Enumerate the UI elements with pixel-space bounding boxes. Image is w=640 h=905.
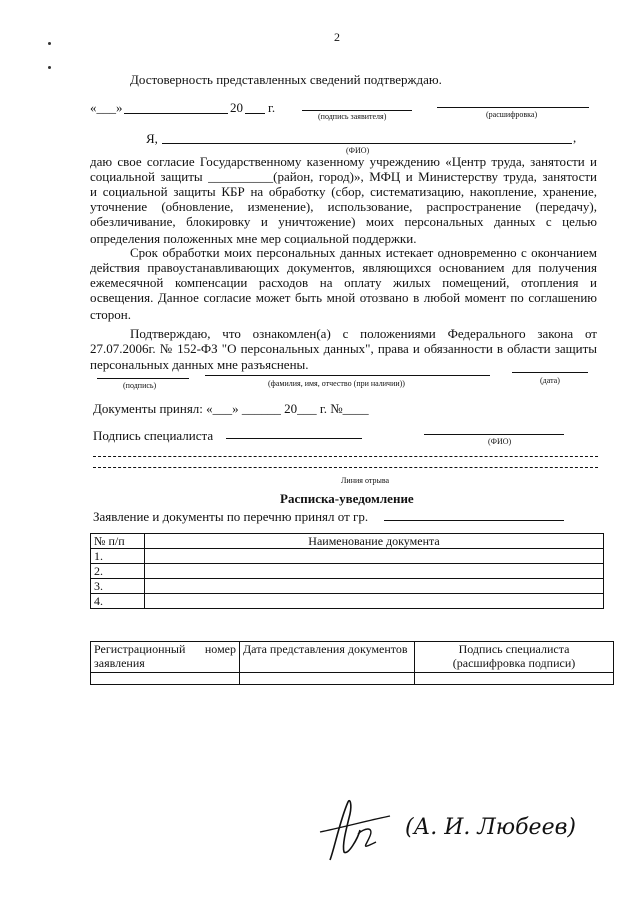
documents-table — [90, 533, 604, 609]
receipt-title: Расписка-уведомление — [280, 491, 414, 506]
reg-date-cell — [240, 673, 415, 685]
consent-line-3: и социальной защиты КБР на обработку (сбор, систематизацию, накопление, хранение, — [90, 184, 597, 199]
fio-line — [162, 143, 572, 144]
year-suffix: г. — [268, 100, 276, 115]
cut-dash-bottom — [93, 467, 598, 468]
consent-line-5: обезличивание, блокировку и уничтожение) моих персональных данных с целью — [90, 214, 597, 229]
specialist-signature-line — [226, 438, 362, 439]
applicant-signature-caption: (подпись заявителя) — [318, 112, 387, 121]
page-number: 2 — [334, 30, 340, 44]
receipt-from-line — [384, 520, 564, 521]
reg-signature-line-1: Подпись специалиста — [458, 642, 570, 656]
doc-row-name — [145, 564, 604, 579]
doc-row-name — [145, 594, 604, 609]
documents-accepted: Документы принял: «___» ______ 20___ г. №____ — [93, 401, 369, 416]
reg-date-header: Дата представления документов — [240, 642, 415, 673]
table-row — [91, 564, 604, 579]
reg-signature-line-2: (расшифровка подписи) — [452, 656, 576, 670]
reg-signature-header — [415, 642, 614, 673]
consent-line-6: определения положенных мне мер социальной поддержки. — [90, 231, 417, 246]
signature-handwritten-text: (А. И. Любеев) — [405, 815, 576, 840]
consent-signature-line — [97, 378, 189, 379]
decode-caption: (расшифровка) — [486, 110, 538, 119]
cut-dash-top — [93, 456, 598, 457]
ack-line-3: персональных данных мне разъяснены. — [90, 357, 309, 372]
registration-table — [90, 641, 614, 685]
term-line-4: освещения. Данное согласие может быть мной отозвано в любой момент по соглашению — [90, 290, 597, 305]
applicant-signature-line — [302, 110, 412, 111]
specialist-fio-line — [424, 434, 564, 435]
term-line-2: действия правоустанавливающих документов, являющихся основанием для получения — [90, 260, 597, 275]
specialist-signature-label: Подпись специалиста — [93, 428, 214, 443]
doc-row-num: 1. — [91, 549, 145, 564]
doc-row-num: 3. — [91, 579, 145, 594]
margin-mark — [48, 42, 51, 45]
date-month-line — [124, 113, 228, 114]
reg-number-header: Регистрационный номер заявления — [91, 642, 240, 673]
reg-signature-cell — [415, 673, 614, 685]
term-line-3: ежемесячной компенсации расходов на оплату жилых помещений, отопления и — [90, 275, 597, 290]
consent-line-2: социальной защиты __________(район, город)», МФЦ и Министерству труда, занятости — [90, 169, 597, 184]
consent-signature-caption: (подпись) — [123, 381, 157, 390]
ack-line-1: Подтверждаю, что ознакомлен(а) с положениями Федерального закона от — [130, 326, 597, 341]
consent-line-4: уточнение (обновление, изменение), использование, распространение (передачу), — [90, 199, 597, 214]
table-row — [91, 579, 604, 594]
table-row — [91, 673, 614, 685]
doc-row-num: 4. — [91, 594, 145, 609]
doc-row-name — [145, 579, 604, 594]
cut-line-caption: Линия отрыва — [341, 476, 390, 485]
doc-table-header-name: Наименование документа — [145, 534, 604, 549]
year-line — [245, 113, 265, 114]
fio-comma: , — [573, 130, 577, 145]
term-line-1: Срок обработки моих персональных данных истекает одновременно с окончанием — [130, 245, 597, 260]
confirm-text: Достоверность представленных сведений подтверждаю. — [130, 72, 442, 87]
consent-line-1: даю свое согласие Государственному казенному учреждению «Центр труда, занятости и — [90, 154, 597, 169]
doc-row-name — [145, 549, 604, 564]
consent-date-caption: (дата) — [540, 376, 560, 385]
reg-number-cell — [91, 673, 240, 685]
term-line-5: сторон. — [90, 307, 131, 322]
fio-caption: (ФИО) — [346, 146, 370, 155]
ack-line-2: 27.07.2006г. № 152-ФЗ "О персональных данных", права и обязанности в области защиты — [90, 341, 597, 356]
table-row — [91, 594, 604, 609]
consent-fio-line — [205, 375, 490, 376]
specialist-fio-caption: (ФИО) — [488, 437, 512, 446]
consent-fio-caption: (фамилия, имя, отчество (при наличии)) — [268, 379, 405, 388]
table-row — [91, 549, 604, 564]
year-prefix: 20 — [230, 100, 243, 115]
handwritten-signature — [300, 790, 600, 870]
date-open: «___» — [90, 100, 123, 115]
consent-ya: Я, — [146, 131, 158, 146]
margin-mark — [48, 66, 51, 69]
decode-line — [437, 107, 589, 108]
consent-date-line — [512, 372, 588, 373]
doc-row-num: 2. — [91, 564, 145, 579]
doc-table-header-num: № п/п — [91, 534, 145, 549]
receipt-from-text: Заявление и документы по перечню принял от гр. — [93, 509, 369, 524]
